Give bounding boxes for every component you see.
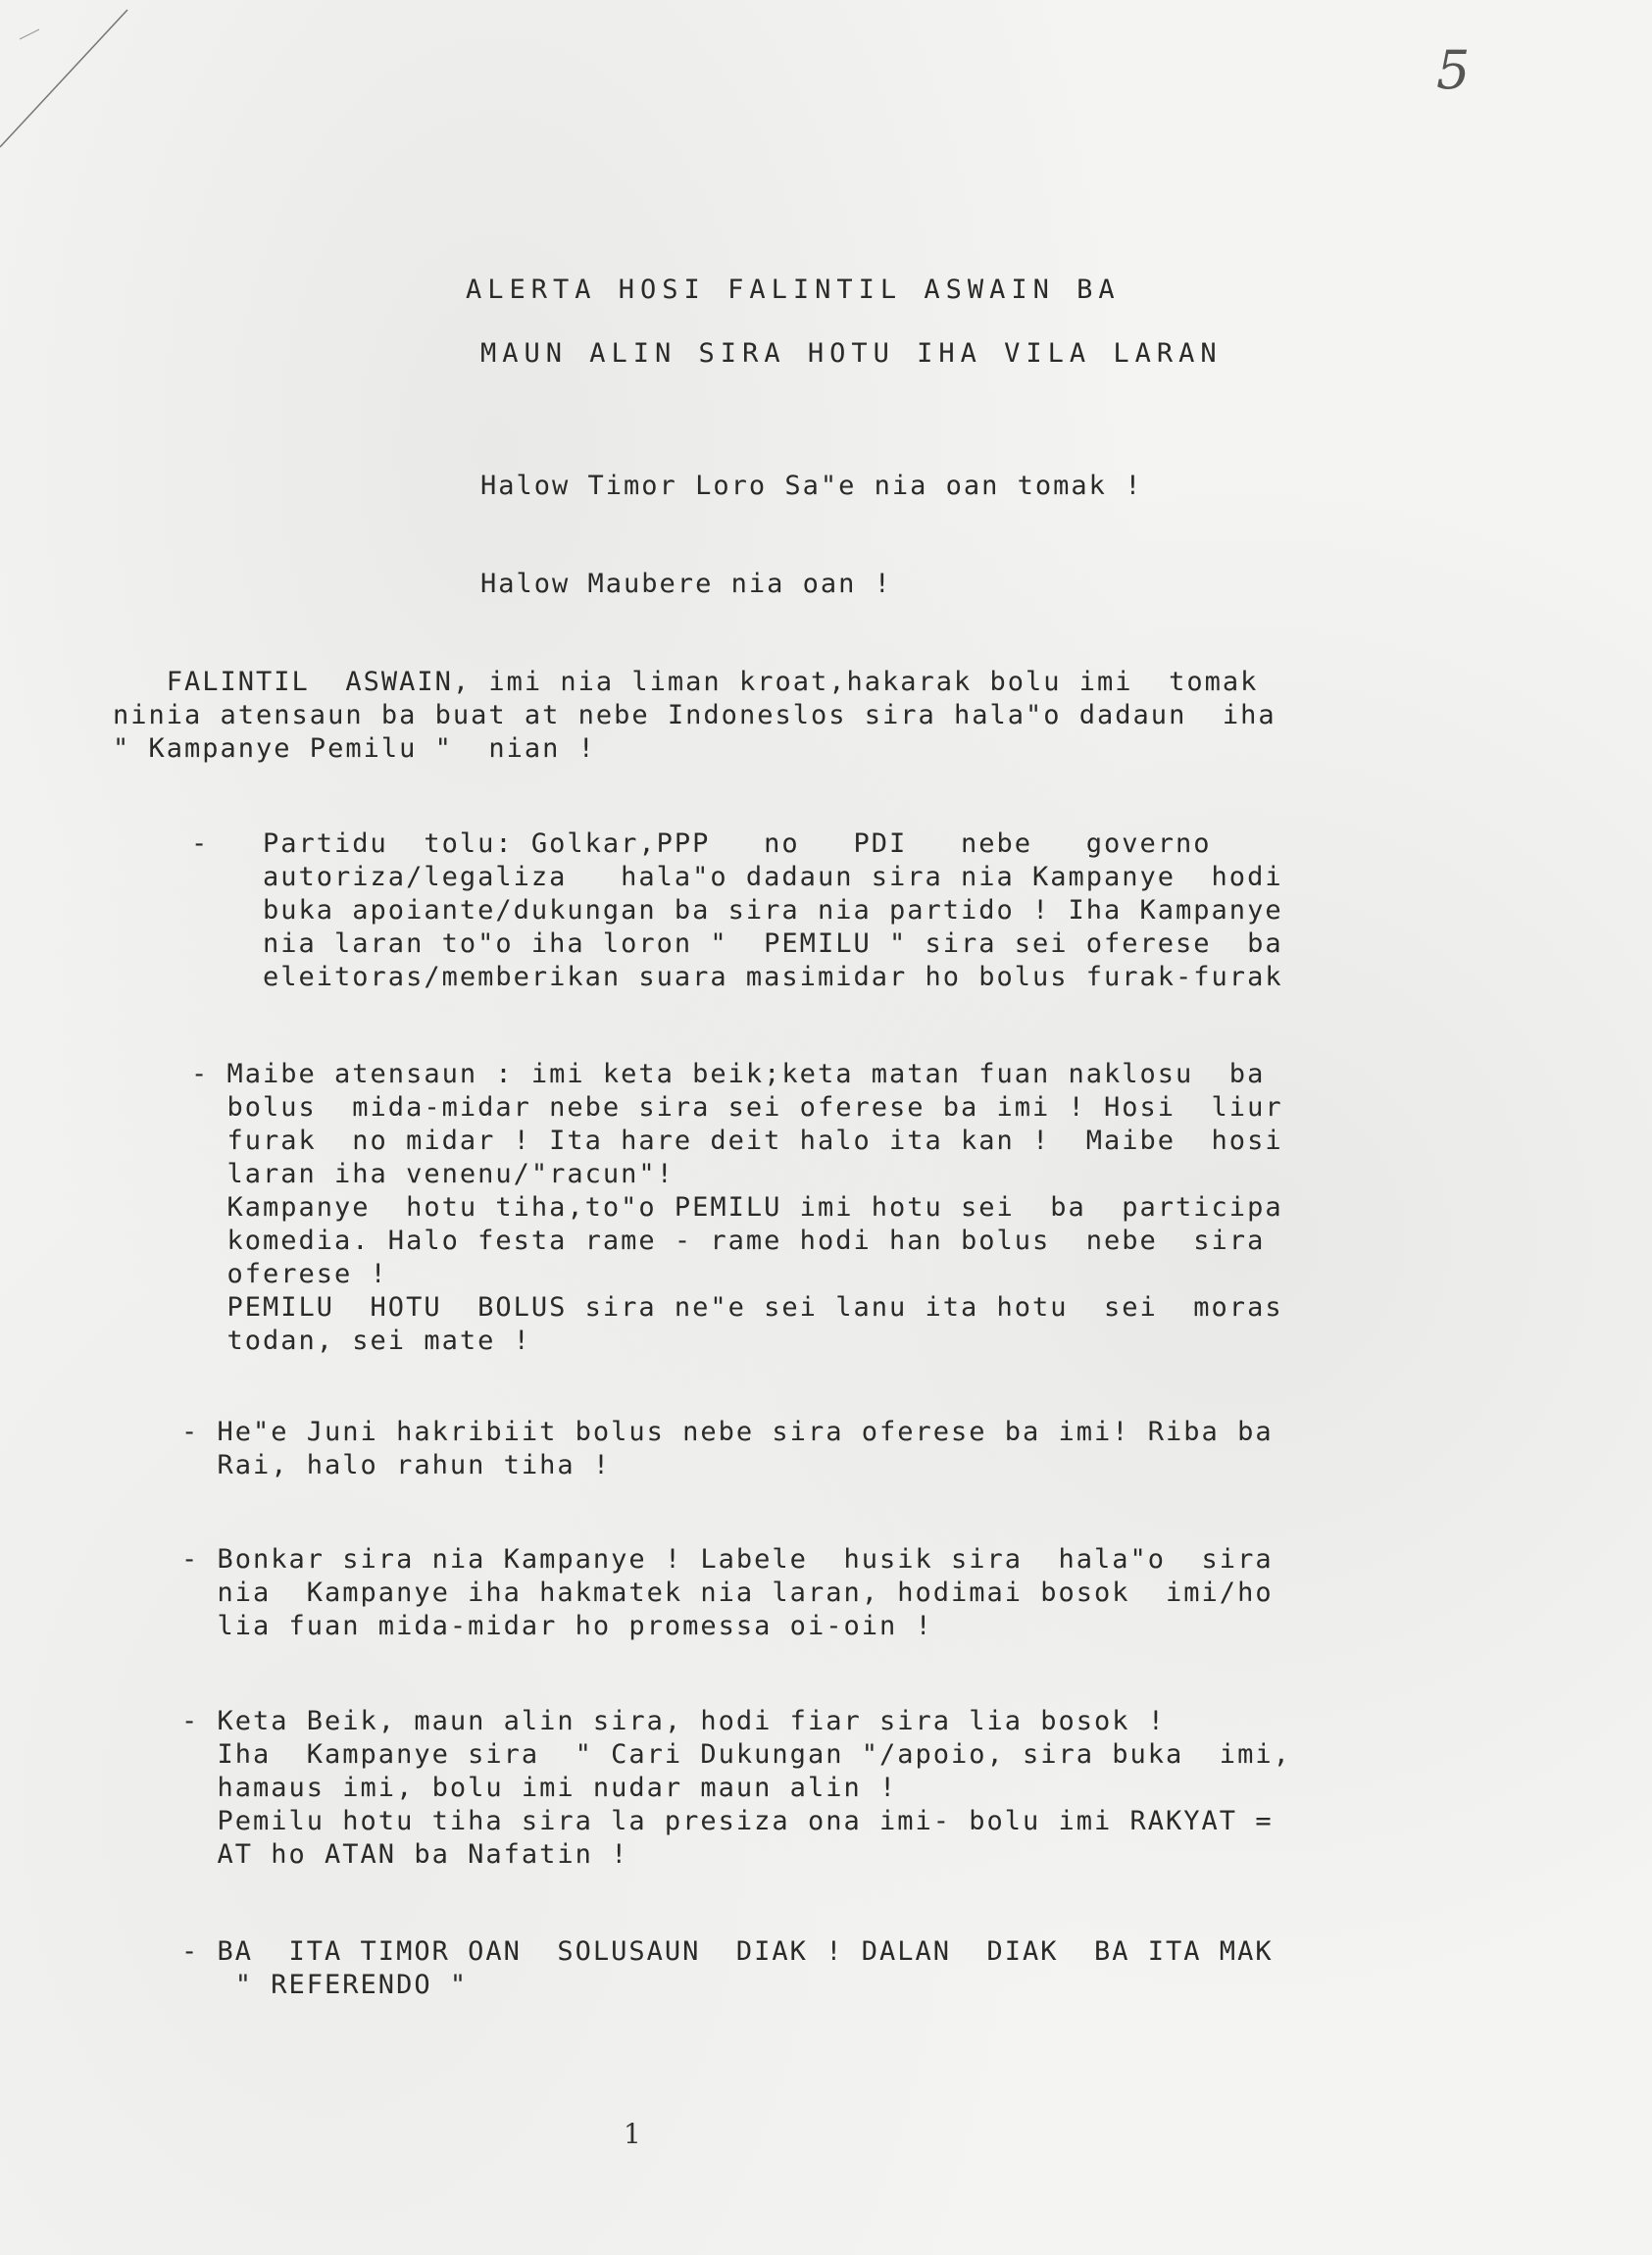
paragraph-2-line: furak no midar ! Ita hare deit halo ita kan ! Maibe hosi — [191, 1126, 1283, 1156]
paragraph-6-line: " REFERENDO " — [181, 1970, 469, 2000]
paragraph-5-line: - Keta Beik, maun alin sira, hodi fiar sira lia bosok ! — [181, 1706, 1167, 1736]
document-title-line-2: MAUN ALIN SIRA HOTU IHA VILA LARAN — [480, 338, 1223, 369]
intro-line: FALINTIL ASWAIN, imi nia liman kroat,hakarak bolu imi tomak — [113, 667, 1259, 697]
paragraph-2-line: komedia. Halo festa rame - rame hodi han bolus nebe sira — [191, 1226, 1266, 1256]
paragraph-2-line: Kampanye hotu tiha,to"o PEMILU imi hotu sei ba participa — [191, 1192, 1283, 1223]
intro-line: " Kampanye Pemilu " nian ! — [113, 733, 596, 764]
paragraph-5-line: Iha Kampanye sira " Cari Dukungan "/apoio, sira buka imi, — [181, 1739, 1291, 1770]
paragraph-5-line: Pemilu hotu tiha sira la presiza ona imi- bolu imi RAKYAT = — [181, 1806, 1274, 1836]
document-title-line-1: ALERTA HOSI FALINTIL ASWAIN BA — [466, 275, 1121, 305]
paragraph-1-line: - Partidu tolu: Golkar,PPP no PDI nebe governo — [191, 828, 1212, 859]
handwritten-page-marker: 5 — [1436, 39, 1471, 101]
paragraph-2-line: bolus mida-midar nebe sira sei oferese ba imi ! Hosi liur — [191, 1092, 1283, 1123]
paragraph-5-line: hamaus imi, bolu imi nudar maun alin ! — [181, 1773, 898, 1803]
paragraph-3-line: - He"e Juni hakribiit bolus nebe sira oferese ba imi! Riba ba — [181, 1417, 1274, 1447]
intro-line: ninia atensaun ba buat at nebe Indoneslos sira hala"o dadaun iha — [113, 700, 1277, 730]
paragraph-2-line: todan, sei mate ! — [191, 1326, 531, 1356]
scan-corner-mark — [0, 0, 137, 157]
paragraph-2-line: PEMILU HOTU BOLUS sira ne"e sei lanu ita hotu sei moras — [191, 1292, 1283, 1323]
paragraph-3-line: Rai, halo rahun tiha ! — [181, 1450, 612, 1480]
paragraph-1-line: autoriza/legaliza hala"o dadaun sira nia Kampanye hodi — [191, 862, 1283, 892]
paragraph-1-line: eleitoras/memberikan suara masimidar ho bolus furak-furak — [191, 962, 1283, 992]
page-number: 1 — [624, 2118, 641, 2150]
paragraph-4-line: lia fuan mida-midar ho promessa oi-oin ! — [181, 1611, 933, 1641]
paragraph-2-line: laran iha venenu/"racun"! — [191, 1159, 675, 1189]
paragraph-4-line: - Bonkar sira nia Kampanye ! Labele husik sira hala"o sira — [181, 1544, 1274, 1575]
paragraph-5-line: AT ho ATAN ba Nafatin ! — [181, 1839, 629, 1870]
paragraph-2-line: oferese ! — [191, 1259, 388, 1289]
greeting-1: Halow Timor Loro Sa"e nia oan tomak ! — [480, 471, 1143, 501]
greeting-2: Halow Maubere nia oan ! — [480, 569, 892, 599]
paragraph-1-line: nia laran to"o iha loron " PEMILU " sira sei oferese ba — [191, 928, 1283, 959]
paragraph-2-line: - Maibe atensaun : imi keta beik;keta matan fuan naklosu ba — [191, 1059, 1266, 1089]
paragraph-1-line: buka apoiante/dukungan ba sira nia partido ! Iha Kampanye — [191, 895, 1283, 926]
paragraph-4-line: nia Kampanye iha hakmatek nia laran, hodimai bosok imi/ho — [181, 1578, 1274, 1608]
paragraph-6-line: - BA ITA TIMOR OAN SOLUSAUN DIAK ! DALAN DIAK BA ITA MAK — [181, 1936, 1274, 1967]
